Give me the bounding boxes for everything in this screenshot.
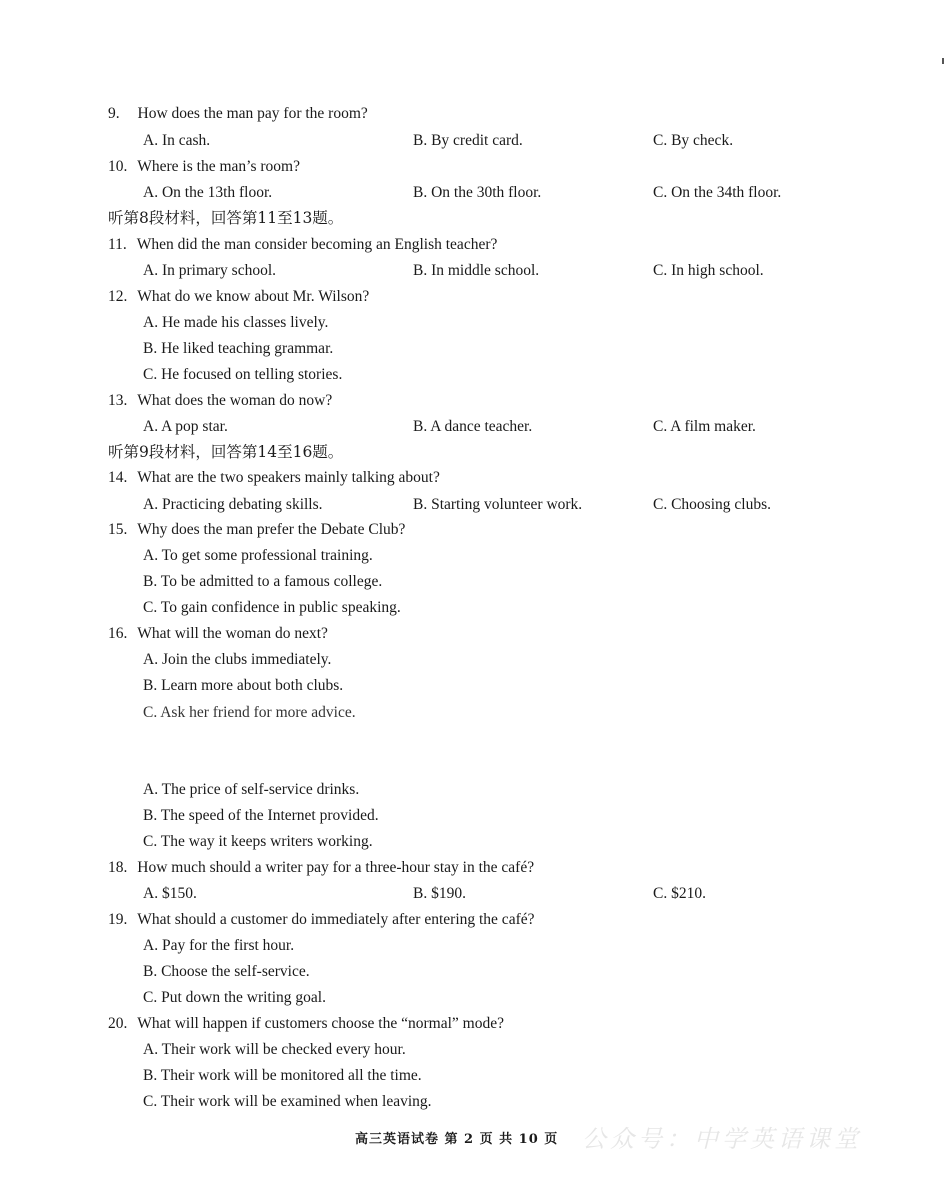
question-number: 18. [108, 859, 128, 876]
option-a: A. The price of self-service drinks. [143, 781, 360, 798]
question-14 [108, 468, 440, 488]
option-a: A. In cash. [143, 132, 211, 149]
question-15 [108, 520, 405, 540]
question-10 [108, 157, 300, 177]
question-9 [108, 104, 368, 124]
question-18 [108, 858, 534, 878]
option-b: B. He liked teaching grammar. [143, 340, 334, 357]
question-number: 16. [108, 625, 128, 642]
option-c: C. A film maker. [653, 418, 756, 435]
option-c: C. Their work will be examined when leaving. [143, 1093, 432, 1110]
question-text: What should a customer do immediately after entering the café? [137, 911, 535, 928]
option-c: C. Put down the writing goal. [143, 989, 326, 1006]
question-number: 19. [108, 911, 128, 928]
option-c: C. $210. [653, 885, 706, 902]
question-19 [108, 910, 535, 930]
option-c: C. On the 34th floor. [653, 184, 782, 201]
option-a: A. To get some professional training. [143, 547, 373, 564]
page-footer: 高三英语试卷 第 2 页 共 10 页 [355, 1132, 559, 1147]
option-b: B. Their work will be monitored all the time. [143, 1067, 422, 1084]
question-text: What will the woman do next? [137, 625, 328, 642]
question-number: 14. [108, 469, 128, 486]
option-a: A. Their work will be checked every hour. [143, 1041, 406, 1058]
question-11 [108, 235, 497, 255]
question-text: Where is the man’s room? [137, 158, 300, 175]
question-text: How much should a writer pay for a three-hour stay in the café? [137, 859, 535, 876]
question-text: How does the man pay for the room? [137, 105, 368, 122]
question-number: 20. [108, 1015, 128, 1032]
question-text: What will happen if customers choose the “normal” mode? [137, 1015, 504, 1032]
option-a: A. A pop star. [143, 418, 228, 435]
scan-mark [942, 58, 944, 64]
question-16 [108, 624, 328, 644]
option-a: A. $150. [143, 885, 197, 902]
option-c: C. The way it keeps writers working. [143, 833, 373, 850]
question-number: 13. [108, 392, 128, 409]
question-number: 12. [108, 288, 128, 305]
option-a: A. Pay for the first hour. [143, 937, 295, 954]
option-c: C. In high school. [653, 262, 764, 279]
section-heading: 听第9段材料，回答第14至16题。 [108, 443, 344, 461]
option-a: A. Join the clubs immediately. [143, 651, 332, 668]
option-a: A. On the 13th floor. [143, 184, 273, 201]
question-13 [108, 391, 332, 411]
option-b: B. Choose the self-service. [143, 963, 310, 980]
option-b: B. To be admitted to a famous college. [143, 573, 383, 590]
question-text: What does the woman do now? [137, 392, 333, 409]
option-b: B. The speed of the Internet provided. [143, 807, 379, 824]
question-20 [108, 1014, 504, 1034]
option-b: B. Learn more about both clubs. [143, 677, 344, 694]
option-c: C. To gain confidence in public speaking. [143, 599, 401, 616]
option-a: A. He made his classes lively. [143, 314, 329, 331]
option-b: B. On the 30th floor. [413, 184, 542, 201]
option-c: C. He focused on telling stories. [143, 366, 343, 383]
question-number: 10. [108, 158, 128, 175]
question-number: 9. [108, 105, 120, 122]
option-b: B. Starting volunteer work. [413, 496, 583, 513]
option-c: C. Ask her friend for more advice. [143, 704, 356, 721]
option-a: A. In primary school. [143, 262, 277, 279]
question-number: 15. [108, 521, 128, 538]
option-a: A. Practicing debating skills. [143, 496, 323, 513]
option-c: C. Choosing clubs. [653, 496, 771, 513]
question-12 [108, 287, 369, 307]
option-b: B. $190. [413, 885, 466, 902]
option-b: B. By credit card. [413, 132, 523, 149]
option-c-cropped [143, 703, 383, 721]
question-text: Why does the man prefer the Debate Club? [137, 521, 406, 538]
question-number: 11. [108, 236, 127, 253]
question-text: What do we know about Mr. Wilson? [137, 288, 370, 305]
option-b: B. A dance teacher. [413, 418, 533, 435]
section-heading: 听第8段材料，回答第11至13题。 [108, 209, 344, 227]
watermark: 公众号：中学英语课堂 [582, 1125, 862, 1153]
option-b: B. In middle school. [413, 262, 540, 279]
option-c: C. By check. [653, 132, 734, 149]
question-text: What are the two speakers mainly talking about? [137, 469, 440, 486]
question-text: When did the man consider becoming an English teacher? [136, 236, 498, 253]
